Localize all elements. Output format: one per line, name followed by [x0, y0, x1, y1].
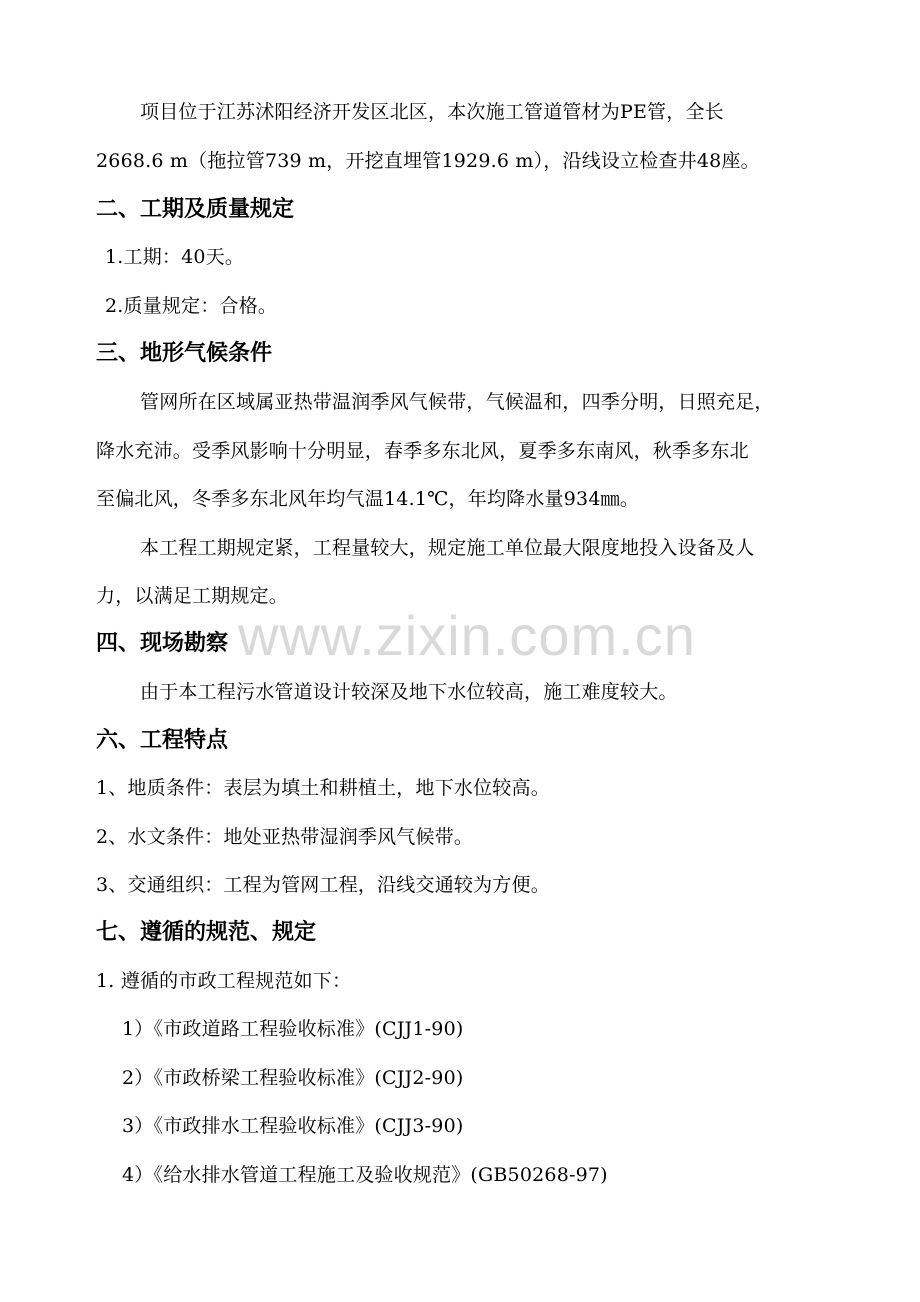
section-7-sub-4: 4）《给水排水管道工程施工及验收规范》(GB50268-97): [122, 1164, 608, 1186]
intro-line-2: 2668.6 m（拖拉管739 m，开挖直埋管1929.6 m），沿线设立检查井48座。: [96, 150, 760, 172]
section-3-heading: 三、地形气候条件: [96, 341, 273, 366]
intro-line-1: 项目位于江苏沭阳经济开发区北区，本次施工管道管材为PE管，全长: [140, 101, 724, 123]
section-7-heading: 七、遵循的规范、规定: [96, 920, 317, 945]
section-7-sub-2: 2）《市政桥梁工程验收标准》(CJJ2-90): [122, 1067, 464, 1089]
section-6-item-2: 2、水文条件：地处亚热带湿润季风气候带。: [96, 826, 474, 848]
section-4-p1: 由于本工程污水管道设计较深及地下水位较高，施工难度较大。: [140, 681, 678, 703]
section-2-item-1: 1.工期：40天。: [105, 246, 245, 268]
section-3-p2-line-2: 力，以满足工期规定。: [96, 585, 289, 607]
section-6-heading: 六、工程特点: [96, 728, 229, 753]
section-6-item-3: 3、交通组织：工程为管网工程，沿线交通较为方便。: [96, 874, 550, 896]
section-3-p1-line-2: 降水充沛。受季风影响十分明显，春季多东北风，夏季多东南风，秋季多东北: [96, 440, 749, 462]
section-7-item-1: 1. 遵循的市政工程规范如下：: [96, 970, 352, 992]
section-7-sub-3: 3）《市政排水工程验收标准》(CJJ3-90): [122, 1115, 464, 1137]
section-2-heading: 二、工期及质量规定: [96, 197, 295, 222]
section-3-p1-line-1: 管网所在区域属亚热带温润季风气候带，气候温和，四季分明，日照充足，: [140, 391, 774, 413]
section-6-item-1: 1、地质条件：表层为填土和耕植土，地下水位较高。: [96, 777, 550, 799]
section-2-item-2: 2.质量规定：合格。: [105, 295, 278, 317]
section-4-heading: 四、现场勘察: [96, 631, 229, 656]
section-7-sub-1: 1）《市政道路工程验收标准》(CJJ1-90): [122, 1018, 464, 1040]
watermark-text: www.zixin.com.cn: [238, 604, 696, 667]
section-3-p1-line-3: 至偏北风，冬季多东北风年均气温14.1℃，年均降水量934㎜。: [96, 488, 640, 510]
section-3-p2-line-1: 本工程工期规定紧，工程量较大，规定施工单位最大限度地投入设备及人: [140, 537, 755, 559]
